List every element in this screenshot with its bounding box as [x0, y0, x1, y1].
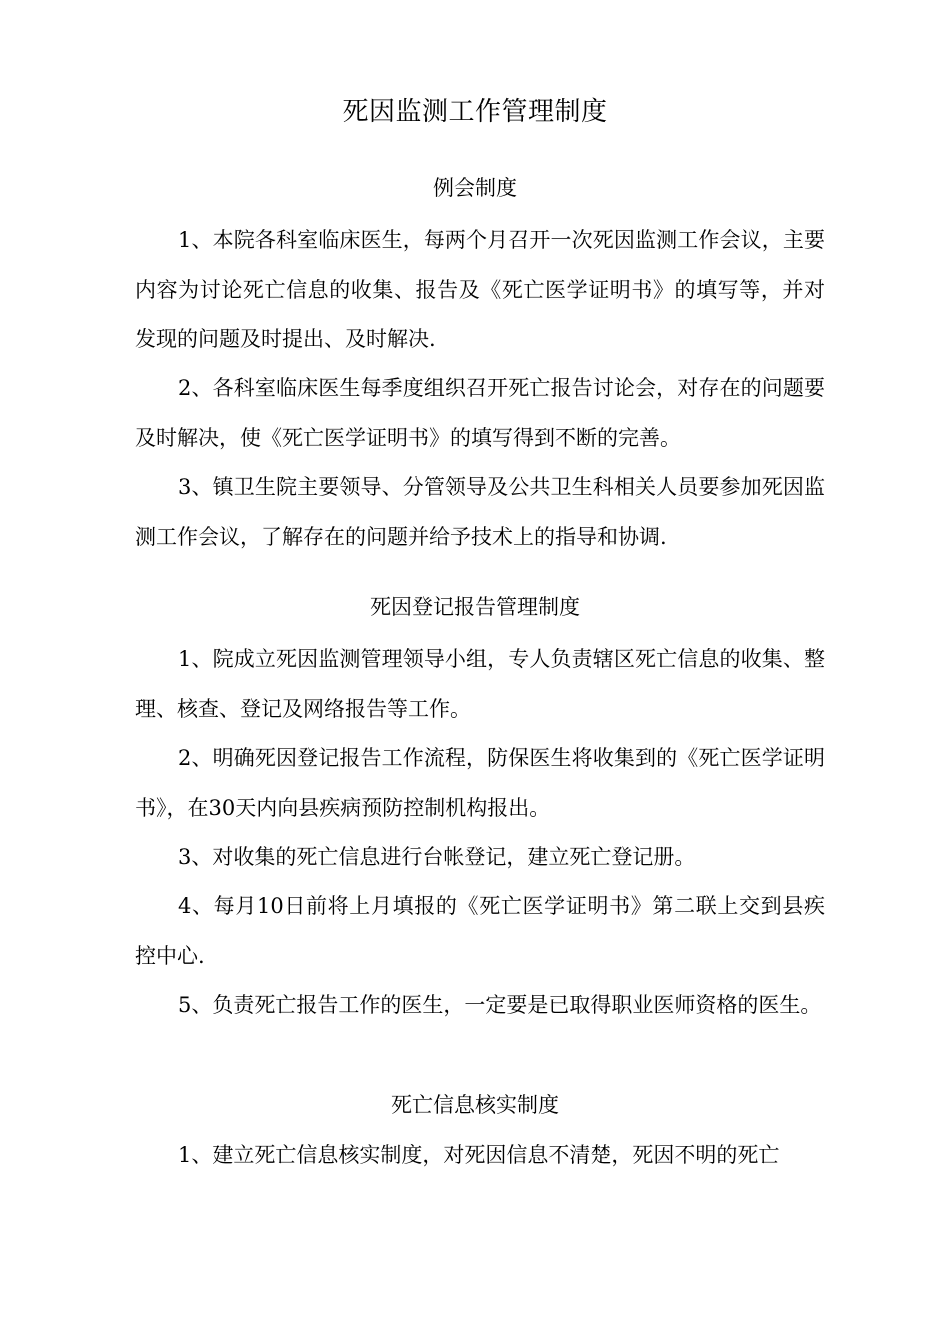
- section-heading-registration: 死因登记报告管理制度: [370, 595, 580, 619]
- section-heading-verification: 死亡信息核实制度: [391, 1093, 559, 1117]
- paragraph: 3、镇卫生院主要领导、分管领导及公共卫生科相关人员要参加死因监测工作会议，了解存在的问题并给予技术上的指导和协调.: [135, 475, 825, 549]
- paragraph: 2、各科室临床医生每季度组织召开死亡报告讨论会，对存在的问题要及时解决，使《死亡医学证明书》的填写得到不断的完善。: [135, 376, 825, 450]
- paragraph: 1、院成立死因监测管理领导小组，专人负责辖区死亡信息的收集、整理、核查、登记及网络报告等工作。: [135, 647, 825, 721]
- paragraph: 4、每月10日前将上月填报的《死亡医学证明书》第二联上交到县疾控中心.: [135, 894, 825, 968]
- section-heading-meetings: 例会制度: [433, 176, 517, 200]
- paragraph: 5、负责死亡报告工作的医生，一定要是已取得职业医师资格的医生。: [178, 993, 822, 1017]
- paragraph: 3、对收集的死亡信息进行台帐登记，建立死亡登记册。: [178, 845, 696, 869]
- paragraph: 1、建立死亡信息核实制度，对死因信息不清楚，死因不明的死亡: [178, 1143, 780, 1167]
- paragraph: 1、本院各科室临床医生，每两个月召开一次死因监测工作会议，主要内容为讨论死亡信息的收集、报告及《死亡医学证明书》的填写等，并对发现的问题及时提出、及时解决.: [135, 228, 825, 351]
- document-title: 死因监测工作管理制度: [342, 97, 608, 127]
- paragraph: 2、明确死因登记报告工作流程，防保医生将收集到的《死亡医学证明书》，在30天内向县疾病预防控制机构报出。: [135, 746, 825, 820]
